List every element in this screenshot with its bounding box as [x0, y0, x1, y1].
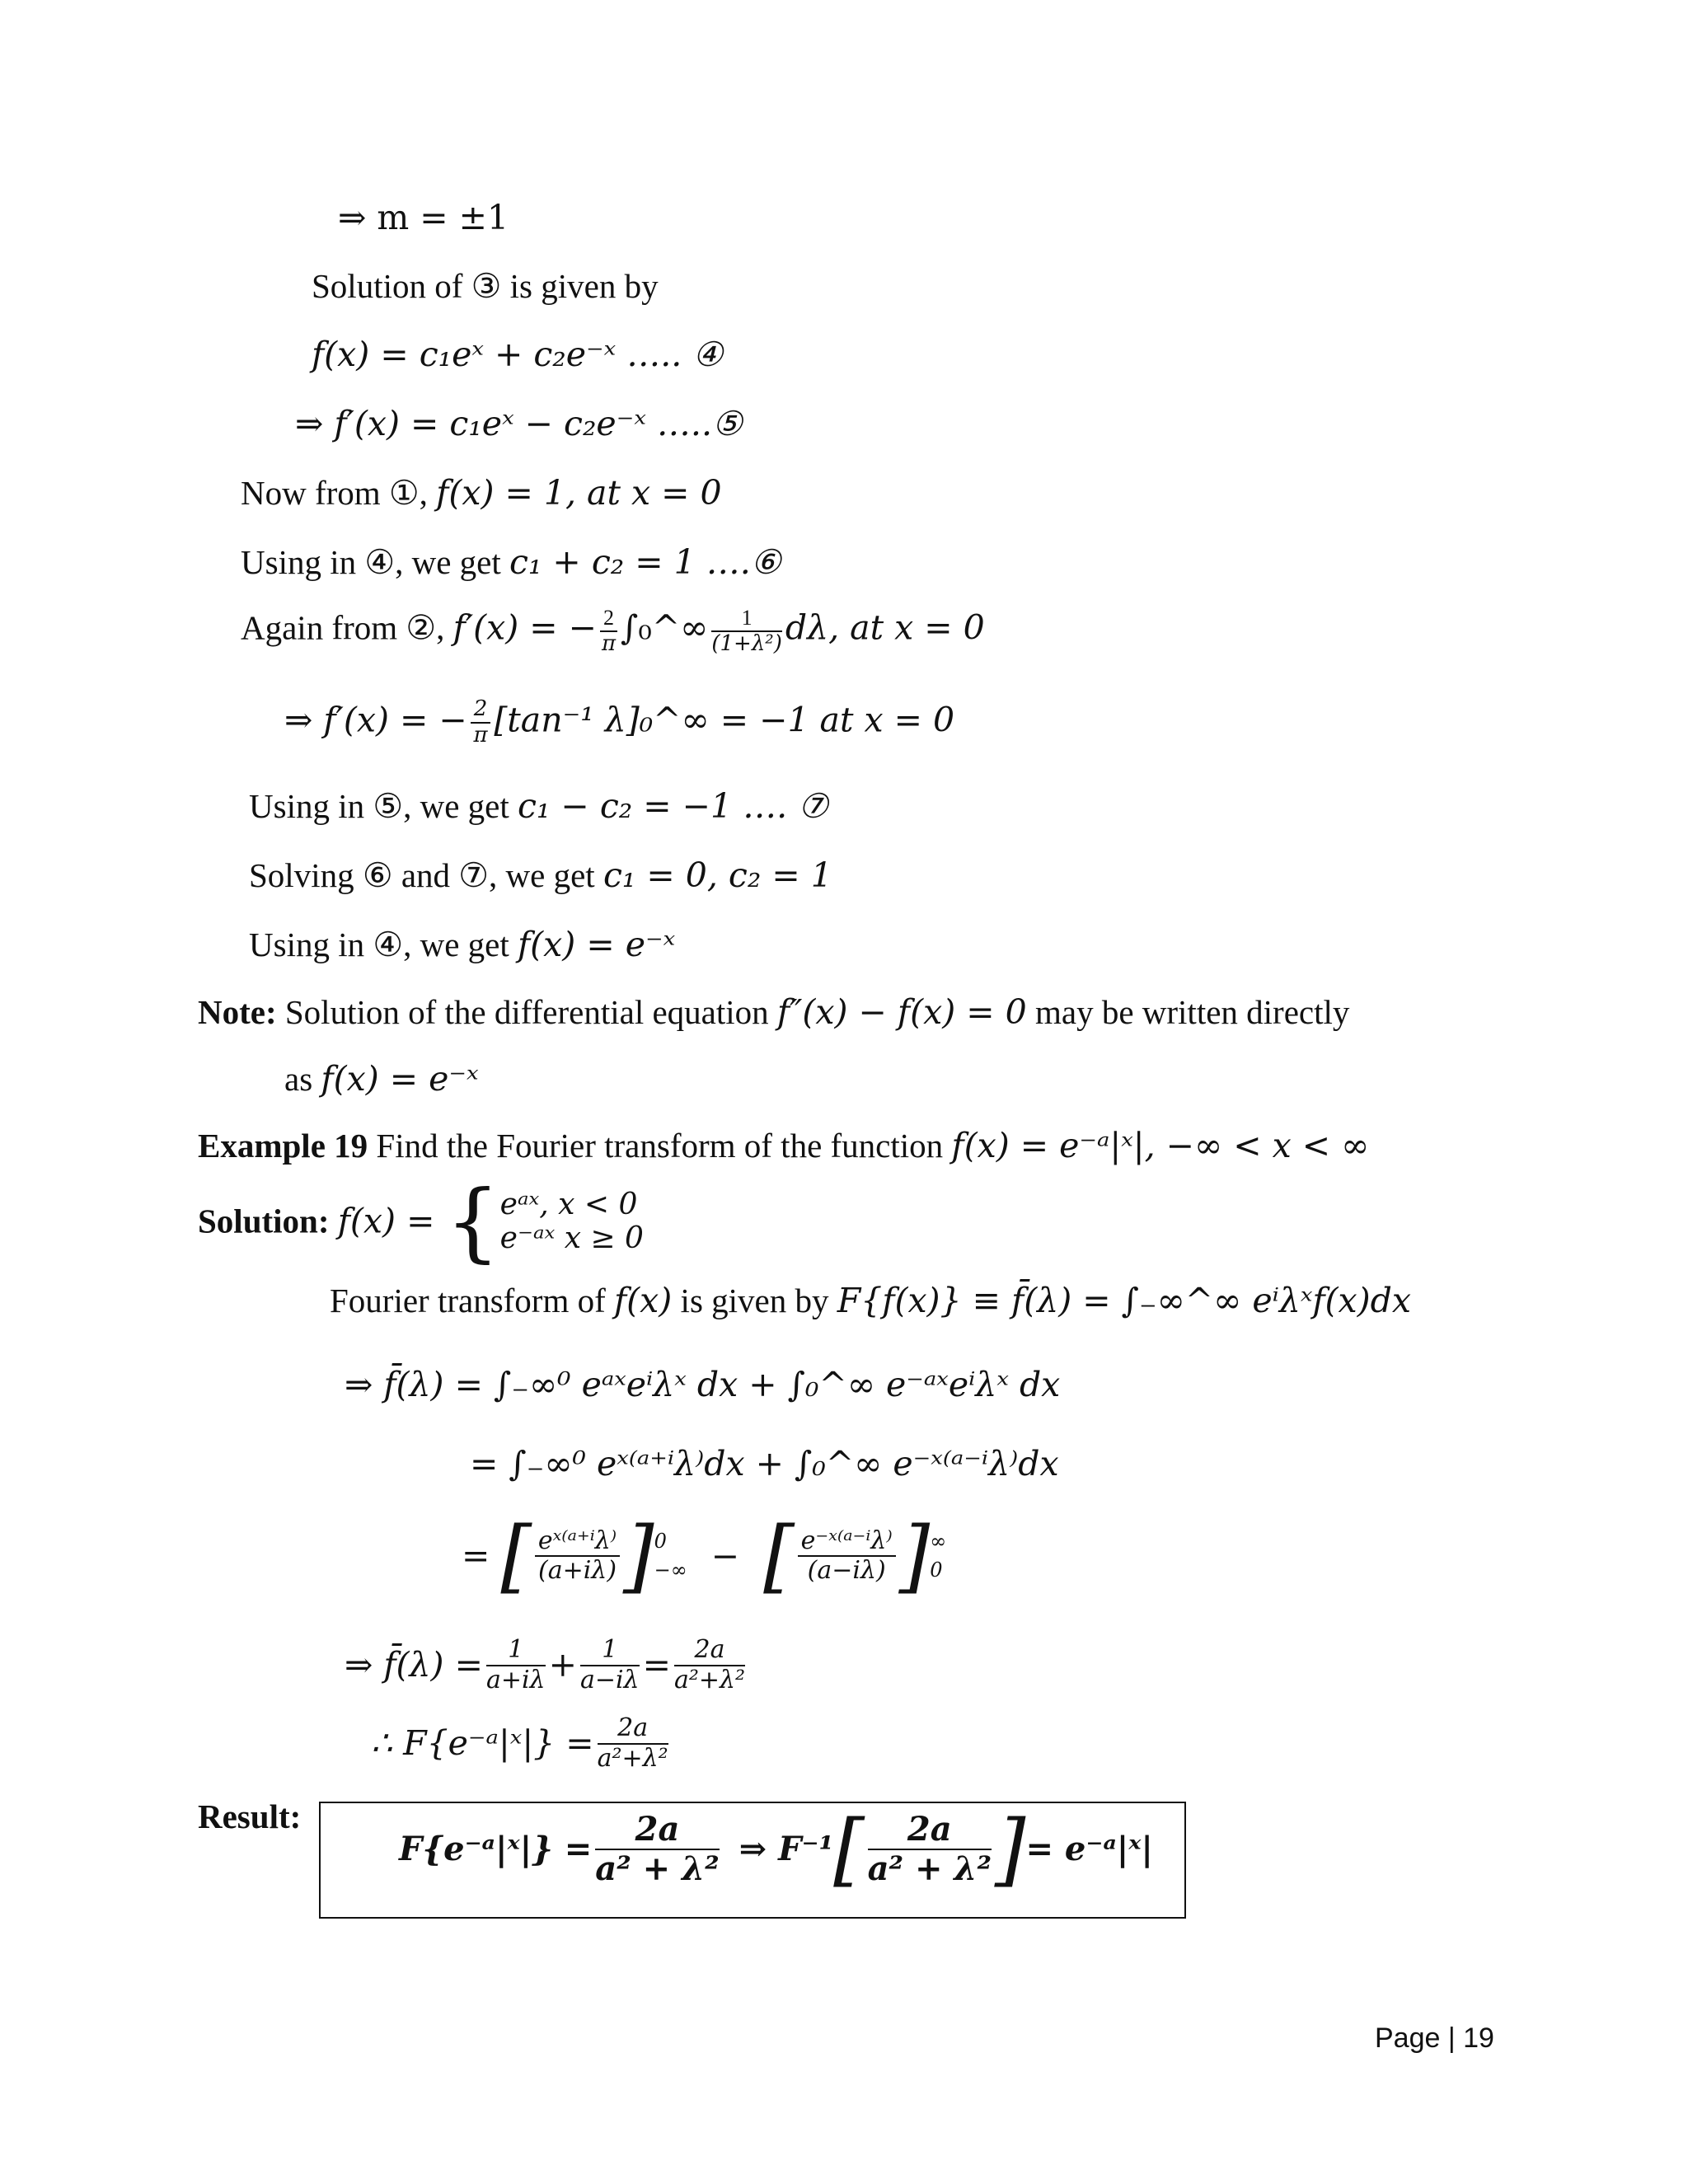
ft-text: is given by: [672, 1282, 837, 1319]
step-lhs: ⇒ f̄(λ) =: [345, 1645, 483, 1685]
denominator: a² + λ²: [595, 1849, 720, 1888]
denominator: (a−iλ): [807, 1556, 886, 1585]
step-combined-exponent: = ∫₋∞⁰ eˣ⁽ᵃ⁺ⁱλ⁾dx + ∫₀^∞ e⁻ˣ⁽ᵃ⁻ⁱλ⁾dx: [470, 1444, 1059, 1483]
fraction: [868, 1811, 992, 1888]
fraction: [535, 1527, 620, 1586]
line-using-in-4: [241, 542, 781, 582]
note-math: f(x) = e⁻ˣ: [321, 1059, 479, 1099]
line-math: c₁ = 0, c₂ = 1: [603, 855, 832, 895]
fraction: [486, 1636, 546, 1694]
line-using-in-5: [249, 786, 828, 826]
numerator: e⁻ˣ⁽ᵃ⁻ⁱλ⁾: [798, 1527, 896, 1558]
limits: [930, 1527, 946, 1585]
fraction: [598, 1714, 668, 1773]
ft-math: F{f(x)} ≡ f̄(λ) = ∫₋∞^∞ eⁱλˣf(x)dx: [837, 1281, 1412, 1320]
step-therefore: [371, 1714, 672, 1773]
line-text: Using in ⑤, we get: [249, 787, 518, 825]
example-heading: [198, 1126, 1370, 1165]
example-text: Find the Fourier transform of the function: [368, 1127, 952, 1165]
line-fprime-general: ⇒ f′(x) = c₁eˣ − c₂e⁻ˣ …..⑤: [295, 404, 743, 443]
right-bracket: ]: [898, 1510, 931, 1602]
fraction: [471, 697, 491, 748]
denominator: π: [473, 722, 488, 748]
line-text: Solving ⑥ and ⑦, we get: [249, 856, 603, 894]
result-rhs: = e⁻ᵃ|ˣ|: [1025, 1830, 1153, 1868]
example-math: f(x) = e⁻ᵃ|ˣ|, −∞ < x < ∞: [951, 1126, 1370, 1165]
line-math: f(x) = e⁻ˣ: [518, 925, 676, 964]
fraction: [580, 1636, 640, 1694]
numerator: 1: [580, 1636, 640, 1666]
line-math: [tan⁻¹ λ]₀^∞ = −1 at x = 0: [494, 700, 955, 740]
denominator: a²+λ²: [597, 1743, 668, 1773]
numerator: eˣ⁽ᵃ⁺ⁱλ⁾: [535, 1527, 620, 1558]
line-text: Again from ②,: [241, 608, 453, 647]
lower-limit: 0: [930, 1558, 943, 1582]
denominator: a−iλ: [579, 1665, 640, 1694]
note-text: Solution of the differential equation: [276, 993, 777, 1031]
result-lhs: F{e⁻ᵃ|ˣ|} =: [399, 1830, 593, 1868]
numerator: 1: [711, 606, 782, 632]
ft-function: f(x): [614, 1281, 673, 1320]
ft-text: Fourier transform of: [330, 1282, 614, 1319]
right-bracket: ]: [623, 1510, 654, 1602]
line-fx-general: f(x) = c₁eˣ + c₂e⁻ˣ ….. ④: [312, 335, 724, 374]
solution-piecewise: [198, 1171, 644, 1272]
case-nonnegative: e⁻ᵃˣ x ≥ 0: [499, 1221, 644, 1255]
result-label: Result:: [198, 1797, 302, 1835]
left-bracket: [: [500, 1510, 532, 1602]
line-text: Using in ④, we get: [249, 926, 518, 963]
line-math: c₁ + c₂ = 1 ….⑥: [509, 542, 781, 582]
example-label: Example 19: [198, 1127, 368, 1165]
fraction: [798, 1527, 896, 1586]
fourier-definition: [330, 1281, 1412, 1320]
line-m-equals: ⇒ m = ±1: [338, 198, 509, 237]
note-label: Note:: [198, 993, 277, 1031]
minus-sign: −: [710, 1535, 740, 1576]
solution-lhs: f(x) =: [337, 1201, 446, 1241]
upper-limit: 0: [654, 1530, 667, 1554]
integral-sign: ∫₀^∞: [621, 607, 709, 648]
line-using-in-4-final: [249, 925, 676, 964]
line-text: Now from ①,: [241, 474, 437, 512]
lower-limit: −∞: [654, 1558, 687, 1582]
line-math: ⇒ f′(x) = −: [284, 700, 467, 740]
note-text: as: [284, 1060, 321, 1098]
denominator: (a+iλ): [537, 1556, 617, 1585]
numerator: 2a: [595, 1811, 719, 1850]
line-math: f′(x) = −: [452, 607, 598, 648]
step-evaluated-brackets: [462, 1510, 947, 1602]
result-formula: [399, 1803, 1153, 1896]
line-arctan: [284, 697, 954, 748]
case-negative: eᵃˣ, x < 0: [499, 1187, 638, 1221]
line-again-from-2: [241, 606, 985, 657]
curly-brace: {: [445, 1171, 500, 1272]
note-text: may be written directly: [1026, 993, 1350, 1031]
denominator: a² + λ²: [867, 1849, 992, 1888]
left-bracket: [: [833, 1803, 865, 1896]
limits: [654, 1527, 687, 1585]
denominator: (1+λ²): [711, 630, 782, 656]
page-number: Page | 19: [1375, 2022, 1494, 2054]
line-now-from-1: [241, 473, 722, 513]
denominator: a²+λ²: [673, 1665, 746, 1694]
numerator: 2a: [868, 1811, 992, 1850]
solution-label: Solution:: [198, 1202, 330, 1240]
note-paragraph-line2: [284, 1059, 479, 1099]
numerator: 2a: [674, 1636, 745, 1666]
line-math: c₁ − c₂ = −1 …. ⑦: [518, 786, 828, 826]
note-paragraph: [198, 992, 1350, 1032]
fraction: [711, 606, 782, 657]
left-bracket: [: [763, 1510, 795, 1602]
line-solution-of-3: Solution of ③ is given by: [312, 267, 659, 305]
equals-sign: =: [642, 1645, 671, 1685]
numerator: 2a: [598, 1714, 668, 1745]
upper-limit: ∞: [930, 1530, 947, 1554]
step-lhs: ∴ F{e⁻ᵃ|ˣ|} =: [371, 1723, 594, 1763]
fraction: [595, 1811, 719, 1888]
plus-sign: +: [548, 1645, 577, 1685]
piecewise-cases: [500, 1188, 644, 1256]
step-split-integral: ⇒ f̄(λ) = ∫₋∞⁰ eᵃˣeⁱλˣ dx + ∫₀^∞ e⁻ᵃˣeⁱλˣ dx: [345, 1365, 1061, 1404]
numerator: 1: [486, 1636, 546, 1666]
numerator: 2: [471, 697, 491, 724]
line-math: f(x) = 1, at x = 0: [436, 473, 722, 513]
denominator: a+iλ: [485, 1665, 546, 1694]
inverse-transform: ⇒ F⁻¹: [738, 1830, 834, 1868]
line-text: Using in ④, we get: [241, 543, 509, 581]
line-solving: [249, 855, 832, 895]
line-math: dλ, at x = 0: [785, 607, 985, 648]
denominator: π: [601, 630, 617, 656]
step-partial-fractions: [345, 1636, 748, 1694]
numerator: 2: [600, 606, 617, 632]
equals-sign: =: [462, 1535, 490, 1576]
fraction: [600, 606, 617, 657]
right-bracket: ]: [994, 1803, 1026, 1896]
note-math: f″(x) − f(x) = 0: [776, 992, 1027, 1032]
fraction: [674, 1636, 745, 1694]
